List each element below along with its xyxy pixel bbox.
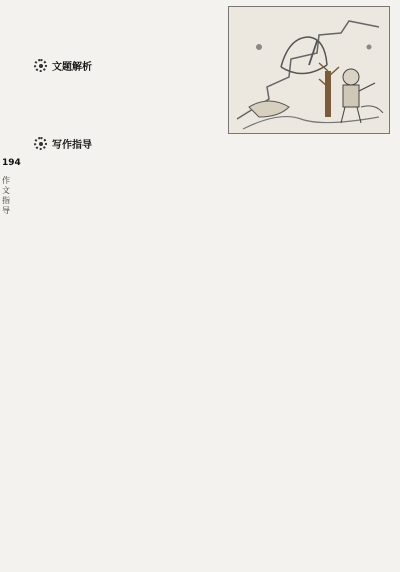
section-guide-heading <box>34 136 92 151</box>
gear-icon <box>34 137 47 150</box>
cartoon-illustration <box>228 6 390 134</box>
page-number: 194 <box>2 158 21 168</box>
gear-icon <box>34 59 47 72</box>
cartoon-drawing <box>229 7 389 133</box>
section-analysis-title: 文题解析 <box>52 62 92 73</box>
side-label: 作文指导 <box>2 176 10 215</box>
section-guide-title: 写作指导 <box>52 140 92 151</box>
section-analysis-heading <box>34 58 92 73</box>
